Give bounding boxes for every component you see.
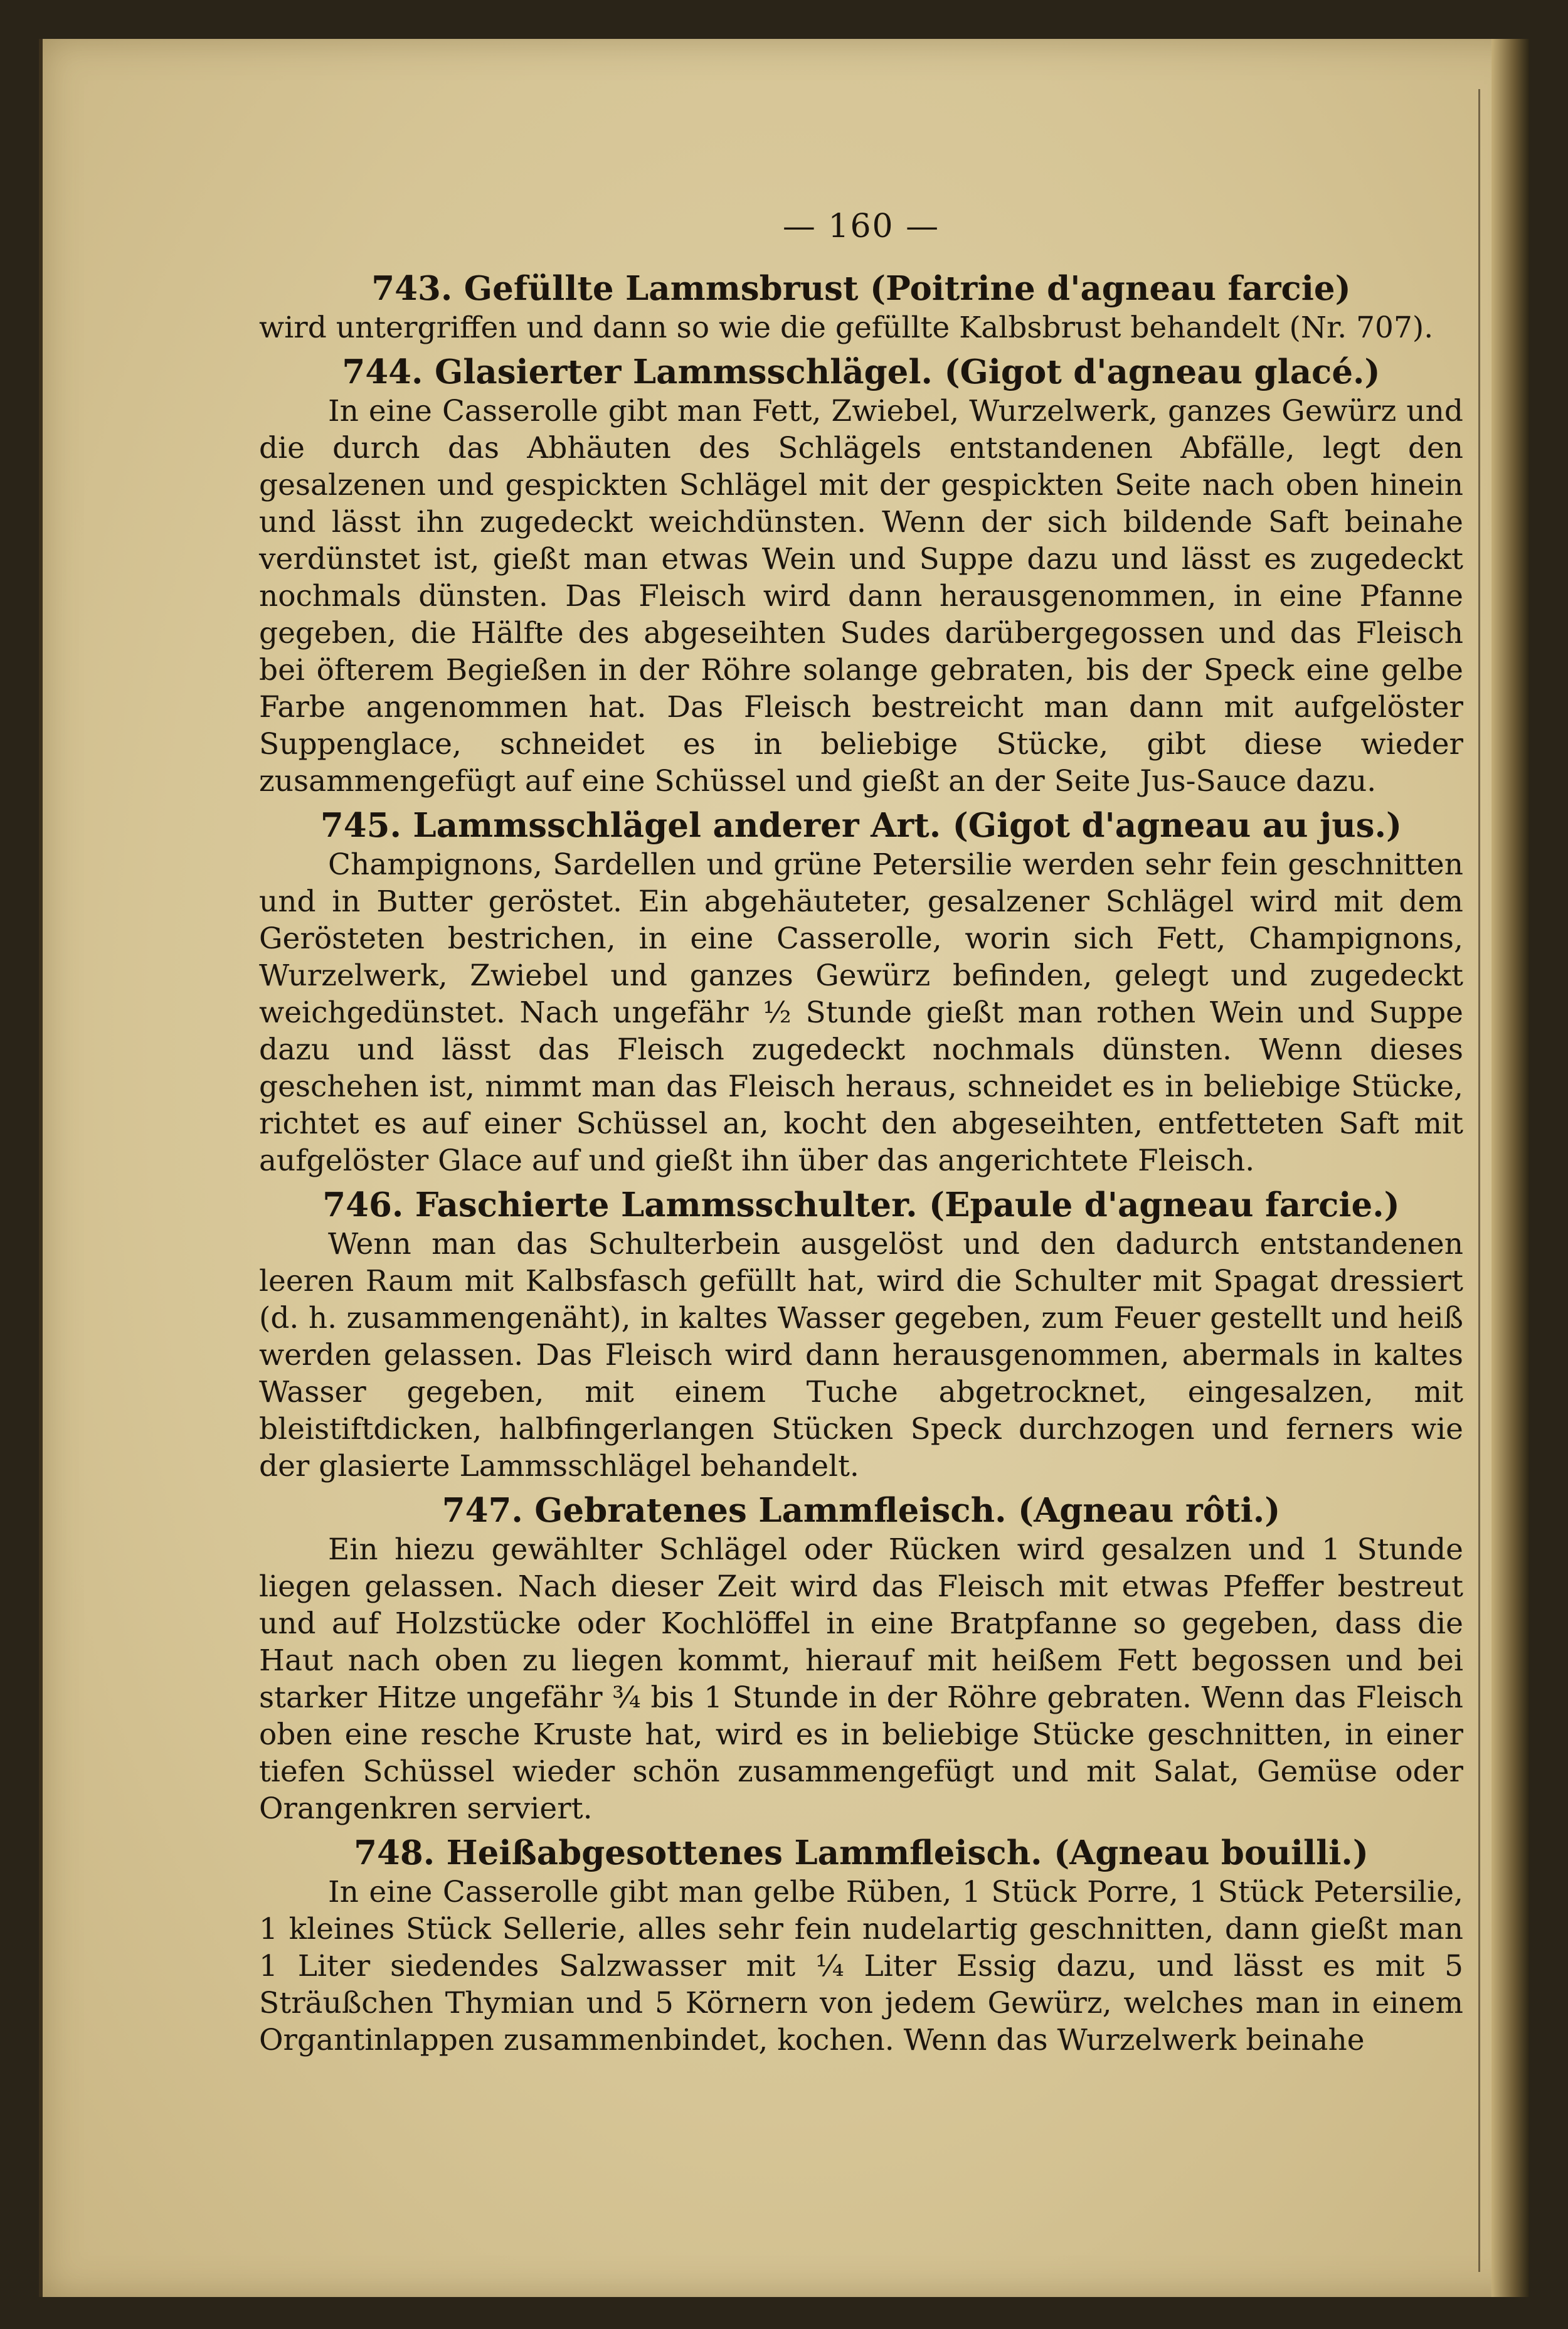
recipe-heading [259,1184,1463,1226]
page-text-block [259,171,1463,2059]
recipe-746 [259,1184,1463,1485]
page-edge-line [1478,89,1480,2272]
recipe-title: 746. Faschierte Lammsschulter. [322,1186,918,1224]
recipe-heading [259,268,1463,309]
recipe-title: 748. Heißabgesottenes Lammfleisch. [354,1833,1042,1872]
recipe-title-french: (Agneau bouilli.) [1054,1833,1369,1872]
recipe-paragraph: In eine Casserolle gibt man Fett, Zwiebel, Wurzelwerk, ganzes Gewürz und die durch das Abhäuten des Schlägels entstandenen Abfälle, legt den gesalzenen und gespickten Schlägel mit der gespickten Seite nach oben hinein und lässt ihn zugedeckt weichdünsten. Wenn der sich bildende Saft beinahe verdünstet ist, gießt man etwas Wein und Suppe dazu und lässt es zugedeckt nochmals dünsten. Das Fleisch wird dann herausgenommen, in eine Pfanne gegeben, die Hälfte des abgeseihten Sudes darübergegossen und das Fleisch bei öfterem Begießen in der Röhre solange gebraten, bis der Speck eine gelbe Farbe angenommen hat. Das Fleisch bestreicht man dann mit aufgelöster Suppenglace, schneidet es in beliebige Stücke, gibt diese wieder zusammengefügt auf eine Schüssel und gießt an der Seite Jus-Sauce dazu. [259,394,1463,798]
recipe-744 [259,351,1463,800]
recipe-paragraph: In eine Casserolle gibt man gelbe Rüben, 1 Stück Porre, 1 Stück Petersilie, 1 kleines Stück Sellerie, alles sehr fein nudelartig geschnitten, dann gießt man 1 Liter siedendes Salzwasser mit ¼ Liter Essig dazu, und lässt es mit 5 Sträußchen Thymian und 5 Körnern von jedem Gewürz, welches man in einem Organtinlappen zusammenbindet, kochen. Wenn das Wurzelwerk beinahe [259,1875,1463,2057]
recipe-title-french: (Gigot d'agneau au jus.) [952,806,1402,845]
recipe-title: 744. Glasierter Lammsschlägel. [342,353,933,391]
recipe-title-french: (Gigot d'agneau glacé.) [944,353,1380,391]
recipe-paragraph: Wenn man das Schulterbein ausgelöst und den dadurch entstandenen leeren Raum mit Kalbsfasch gefüllt hat, wird die Schulter mit Spagat dressiert (d. h. zusammengenäht), in kaltes Wasser gegeben, zum Feuer gestellt und heiß werden gelassen. Das Fleisch wird dann herausgenommen, abermals in kaltes Wasser gegeben, mit einem Tuche abgetrocknet, eingesalzen, mit bleistiftdicken, halbfingerlangen Stücken Speck durchzogen und ferners wie der glasierte Lammsschlägel behandelt. [259,1227,1463,1483]
recipe-heading [259,1490,1463,1531]
recipe-title: 745. Lammsschlägel anderer Art. [320,806,941,845]
recipe-paragraph: Champignons, Sardellen und grüne Petersilie werden sehr fein geschnitten und in Butter geröstet. Ein abgehäuteter, gesalzener Schlägel wird mit dem Gerösteten bestrichen, in eine Casserolle, worin sich Fett, Champignons, Wurzelwerk, Zwiebel und ganzes Gewürz befinden, gelegt und zugedeckt weichgedünstet. Nach ungefähr ½ Stunde gießt man rothen Wein und Suppe dazu und lässt das Fleisch zugedeckt nochmals dünsten. Wenn dieses geschehen ist, nimmt man das Fleisch heraus, schneidet es in beliebige Stücke, richtet es auf einer Schüssel an, kocht den abgeseihten, entfetteten Saft mit aufgelöster Glace auf und gießt ihn über das angerichtete Fleisch. [259,847,1463,1178]
recipe-title-french: (Poitrine d'agneau farcie) [869,269,1351,308]
recipe-748 [259,1832,1463,2059]
recipe-paragraph: wird untergriffen und dann so wie die gefüllte Kalbsbrust behandelt (Nr. 707). [259,310,1434,345]
recipe-title: 743. Gefüllte Lammsbrust [371,269,859,308]
recipe-title: 747. Gebratenes Lammfleisch. [442,1491,1007,1530]
recipe-745 [259,805,1463,1179]
recipe-title-french: (Agneau rôti.) [1018,1491,1281,1530]
page-number: — 160 — [782,208,940,245]
recipe-743 [259,268,1463,346]
recipe-heading [259,805,1463,846]
recipe-title-french: (Epaule d'agneau farcie.) [929,1186,1400,1224]
recipe-paragraph: Ein hiezu gewählter Schlägel oder Rücken wird gesalzen und 1 Stunde liegen gelassen. Nach dieser Zeit wird das Fleisch mit etwas Pfeffer bestreut und auf Holzstücke oder Kochlöffel in eine Bratpfanne so gegeben, dass die Haut nach oben zu liegen kommt, hierauf mit heißem Fett begossen und bei starker Hitze ungefähr ¾ bis 1 Stunde in der Röhre gebraten. Wenn das Fleisch oben eine resche Kruste hat, wird es in beliebige Stücke geschnitten, in einer tiefen Schüssel wieder schön zusammengefügt und mit Salat, Gemüse oder Orangenkren serviert. [259,1532,1463,1826]
book-gutter [1491,39,1529,2297]
recipe-747 [259,1490,1463,1827]
recipe-heading [259,1832,1463,1874]
book-page [39,39,1529,2297]
recipe-heading [259,351,1463,393]
